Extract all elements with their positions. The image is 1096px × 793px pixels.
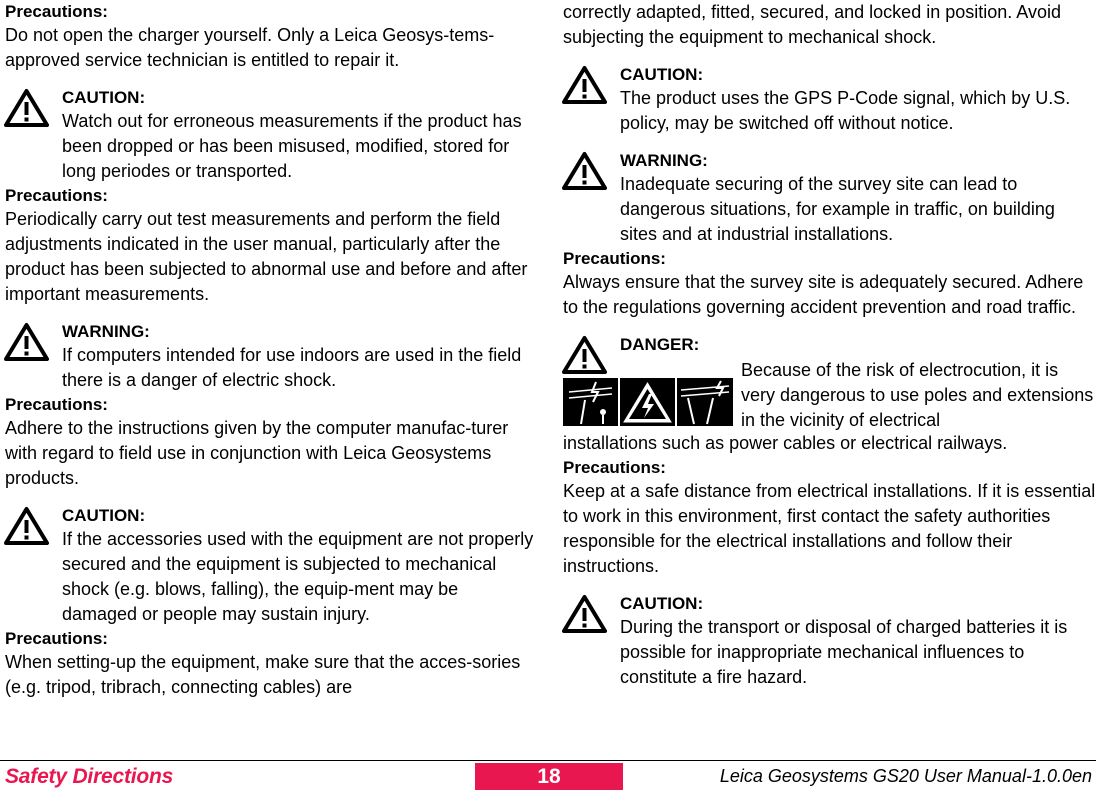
caution-block [563,592,1096,690]
warning-triangle-icon [4,322,49,362]
warning-triangle-icon [562,151,607,191]
precautions-text: Periodically carry out test measurements and perform the field adjustments indicated in the user manual, particularly after the product has been subjected to abnormal use and before and after important measurements. [5,209,528,304]
caution-text: If the accessories used with the equipment are not properly secured and the equipment is subjected to mechanical shock (e.g. blows, falling), the equip-ment may be damaged or people may sustain injury. [62,529,534,624]
caution-block [563,63,1096,136]
warning-block [5,320,537,393]
precautions-heading: Precautions: [5,186,108,205]
warning-text: If computers intended for use indoors are used in the field there is a danger of electric shock. [62,345,522,390]
danger-row [563,333,1096,431]
continued-text: correctly adapted, fitted, secured, and locked in position. Avoid subjecting the equipment to mechanical shock. [563,2,1061,47]
warning-text: Inadequate securing of the survey site can lead to dangerous situations, for example in traffic, on building sites and at industrial installations. [620,174,1055,244]
left-column [5,0,537,700]
danger-block [563,333,1096,456]
page-footer [0,760,1096,793]
precautions-heading: Precautions: [5,629,108,648]
caution-label: CAUTION: [620,594,704,613]
footer-manual-title: Leica Geosystems GS20 User Manual-1.0.0en [719,766,1092,786]
caution-label: CAUTION: [62,506,146,525]
caution-block [5,504,537,627]
warning-triangle-icon [562,335,607,375]
precautions-text: Always ensure that the survey site is adequately secured. Adhere to the regulations governing accident prevention and road traffic. [563,272,1084,317]
precautions-heading: Precautions: [5,2,108,21]
precautions-heading: Precautions: [563,249,666,268]
page-number: 18 [475,763,623,790]
danger-text: Because of the risk of electrocution, it is very dangerous to use poles and extensions in the vicinity of electrical [741,360,1094,430]
precautions-heading: Precautions: [5,395,108,414]
warning-triangle-icon [4,88,49,128]
precautions-text: Adhere to the instructions given by the computer manufac-turer with regard to field use in conjunction with Leica Geosystems products. [5,418,509,488]
warning-label: WARNING: [620,151,708,170]
warning-block [563,149,1096,247]
caution-text: Watch out for erroneous measurements if the product has been dropped or has been misused, modified, stored for long periodes or transported. [62,111,522,181]
danger-text-continued: installations such as power cables or electrical railways. [563,433,1008,453]
caution-label: CAUTION: [620,65,704,84]
caution-block [5,86,537,184]
warning-triangle-icon [4,506,49,546]
danger-label: DANGER: [620,335,700,354]
precautions-text: When setting-up the equipment, make sure that the acces-sories (e.g. tripod, tribrach, connecting cables) are [5,652,521,697]
caution-label: CAUTION: [62,88,146,107]
right-column [563,0,1096,690]
caution-text: The product uses the GPS P-Code signal, which by U.S. policy, may be switched off without notice. [620,88,1071,133]
caution-text: During the transport or disposal of charged batteries it is possible for inappropriate mechanical influences to constitute a fire hazard. [620,617,1068,687]
electrocution-pictograms-icon [563,378,733,426]
precautions-text: Keep at a safe distance from electrical installations. If it is essential to work in this environment, first contact the safety authorities responsible for the electrical installations and follow their instructions. [563,481,1096,576]
warning-triangle-icon [562,65,607,105]
warning-label: WARNING: [62,322,150,341]
precautions-text: Do not open the charger yourself. Only a Leica Geosys-tems-approved service technician is entitled to repair it. [5,25,495,70]
warning-triangle-icon [562,594,607,634]
precautions-heading: Precautions: [563,458,666,477]
footer-section-title: Safety Directions [5,765,174,788]
